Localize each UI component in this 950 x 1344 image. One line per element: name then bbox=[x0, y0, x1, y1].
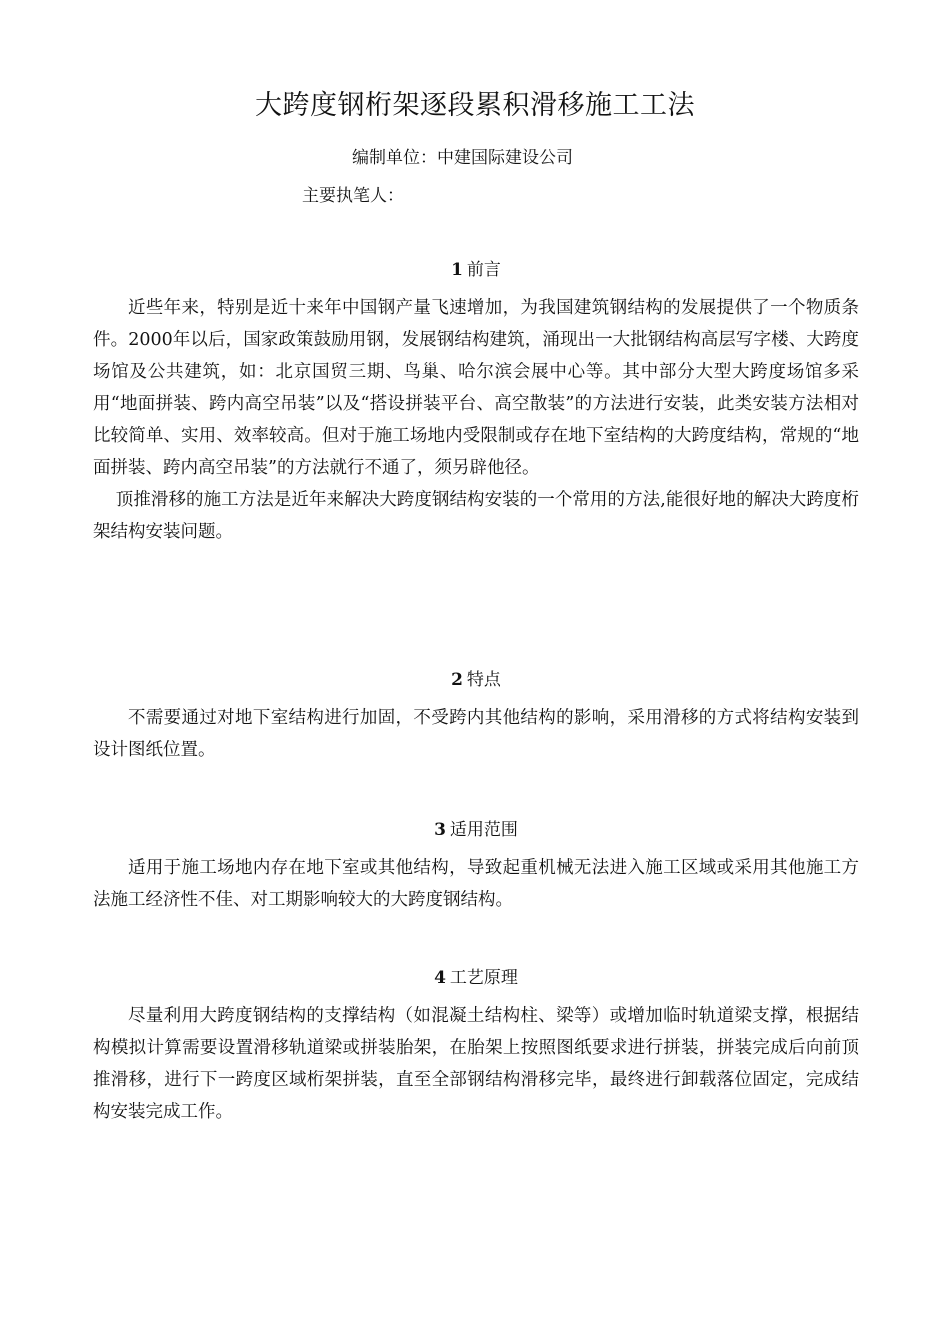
section-features bbox=[93, 668, 859, 766]
section-title: 前言 bbox=[466, 260, 501, 280]
section-scope bbox=[93, 818, 859, 916]
paragraph: 顶推滑移的施工方法是近年来解决大跨度钢结构安装的一个常用的方法,能很好地的解决大跨度桁架结构安装问题。 bbox=[93, 490, 859, 542]
section-principle bbox=[93, 966, 859, 1128]
section-title: 适用范围 bbox=[449, 820, 518, 840]
section-number: 1 bbox=[451, 260, 463, 280]
section-title: 工艺原理 bbox=[449, 968, 518, 988]
section-number: 2 bbox=[451, 670, 463, 690]
paragraph: 不需要通过对地下室结构进行加固，不受跨内其他结构的影响，采用滑移的方式将结构安装到设计图纸位置。 bbox=[93, 708, 859, 760]
section-number: 4 bbox=[434, 968, 446, 988]
paragraph: 适用于施工场地内存在地下室或其他结构，导致起重机械无法进入施工区域或采用其他施工方法施工经济性不佳、对工期影响较大的大跨度钢结构。 bbox=[93, 858, 859, 910]
section-heading bbox=[93, 966, 859, 990]
section-preface bbox=[93, 258, 859, 548]
section-title: 特点 bbox=[466, 670, 501, 690]
section-number: 3 bbox=[434, 820, 446, 840]
section-heading bbox=[93, 258, 859, 282]
section-heading bbox=[93, 818, 859, 842]
org-line: 编制单位：中建国际建设公司 bbox=[352, 148, 573, 168]
section-heading bbox=[93, 668, 859, 692]
document-title: 大跨度钢桁架逐段累积滑移施工工法 bbox=[255, 90, 695, 121]
paragraph: 尽量利用大跨度钢结构的支撑结构（如混凝土结构柱、梁等）或增加临时轨道梁支撑，根据结构模拟计算需要设置滑移轨道梁或拼装胎架，在胎架上按照图纸要求进行拼装，拼装完成后向前顶推滑移，进行下一跨度区域桁架拼装，直至全部钢结构滑移完毕，最终进行卸载落位固定，完成结构安装完成工作。 bbox=[93, 1006, 859, 1122]
author-line: 主要执笔人： bbox=[302, 186, 404, 206]
paragraph: 近些年来，特别是近十来年中国钢产量飞速增加，为我国建筑钢结构的发展提供了一个物质条件。2000年以后，国家政策鼓励用钢，发展钢结构建筑，涌现出一大批钢结构高层写字楼、大跨度场馆及公共建筑，如：北京国贸三期、鸟巢、哈尔滨会展中心等。其中部分大型大跨度场馆多采用“地面拼装、跨内高空吊装”以及“搭设拼装平台、高空散装”的方法进行安装，此类安装方法相对比较简单、实用、效率较高。但对于施工场地内受限制或存在地下室结构的大跨度结构，常规的“地面拼装、跨内高空吊装”的方法就行不通了，须另辟他径。 bbox=[93, 298, 859, 478]
